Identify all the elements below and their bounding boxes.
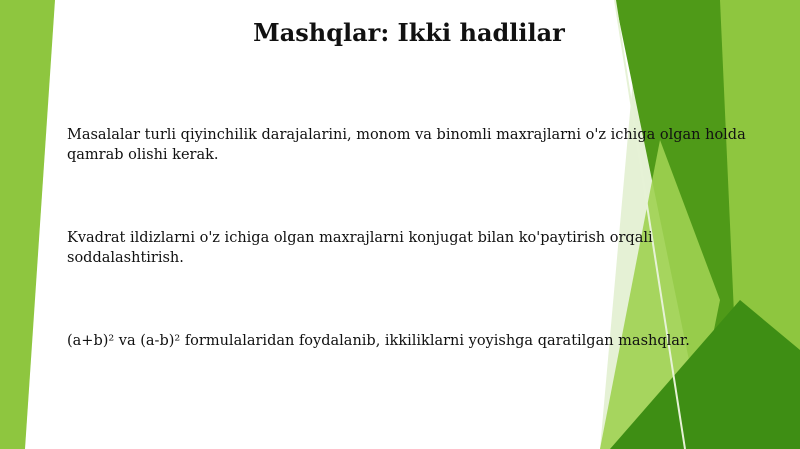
paragraph-difficulty-levels: Masalalar turli qiyinchilik darajalarini, monom va binomli maxrajlarni o'z ichiga olgan holda qamrab olishi kerak. <box>67 127 746 163</box>
left-green-stripe <box>0 0 55 449</box>
paragraph-conjugate-multiplication: Kvadrat ildizlarni o'z ichiga olgan maxrajlarni konjugat bilan ko'paytirish orqali soddalashtirish. <box>67 230 653 266</box>
slide-title: Mashqlar: Ikki hadlilar <box>253 18 565 47</box>
paragraph-square-formulas: (a+b)² va (a-b)² formulalaridan foydalanib, ikkiliklarni yoyishga qaratilgan mashqlar. <box>67 333 690 349</box>
